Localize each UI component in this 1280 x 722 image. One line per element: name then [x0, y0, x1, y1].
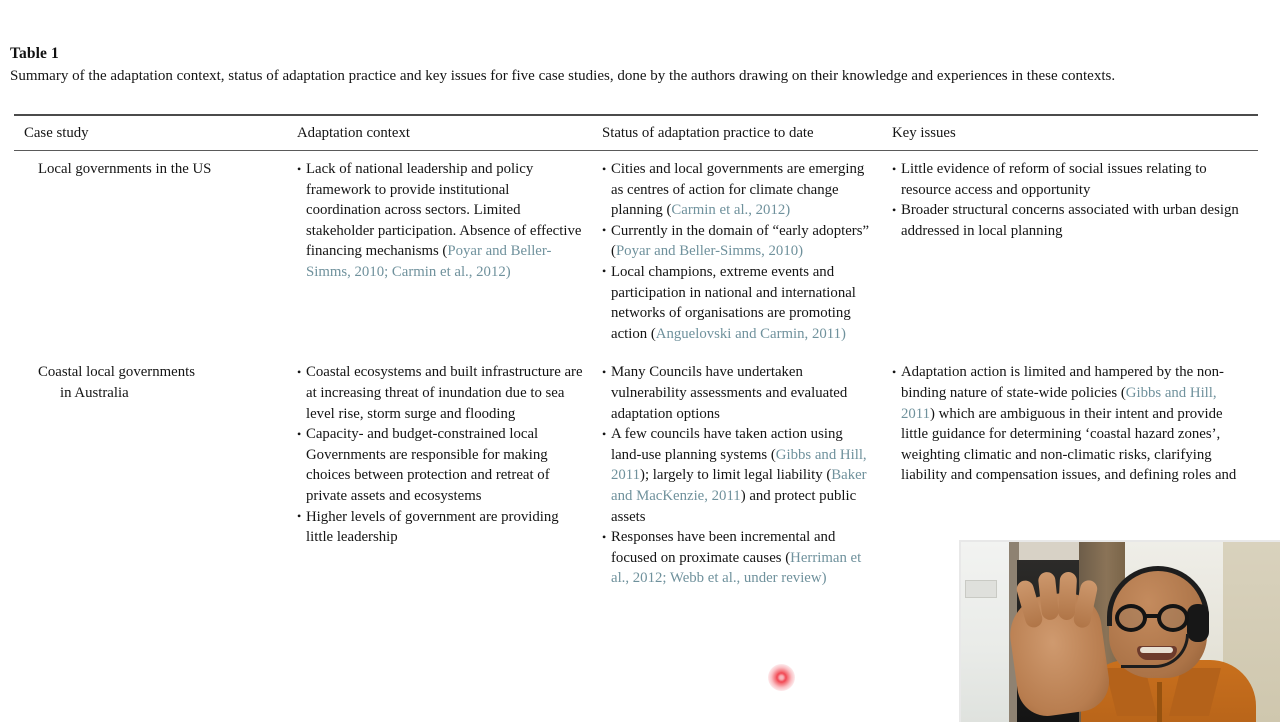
list-item — [892, 362, 1250, 486]
text-run: ); largely to limit legal liability ( — [640, 467, 832, 484]
table-row — [14, 151, 1258, 354]
citation-link[interactable]: Gibbs and Hill, 2011 — [901, 384, 1217, 422]
table-number-label: Table 1 — [10, 45, 59, 62]
cell-case-study-1 — [14, 151, 287, 354]
table-caption-text: Summary of the adaptation context, status of adaptation practice and key issues for five case studies, done by the authors drawing on their knowledge and experiences in these contexts. — [10, 68, 1116, 84]
presenter-teeth — [1140, 647, 1173, 653]
citation-link[interactable]: Anguelovski and Carmin, 2011 — [655, 325, 841, 342]
citation-link[interactable]: Poyar and Beller-Simms, 2010; Carmin et al., 2012 — [306, 243, 552, 280]
case-study-name-line2: in Australia — [60, 384, 129, 401]
text-run: Local champions, extreme events and participation in national and international networks of organisations are promoting action ( — [611, 263, 856, 342]
headset-earcup-icon — [1187, 604, 1209, 642]
table-caption-block — [10, 44, 1262, 87]
list-item: • Coastal ecosystems and built infrastructure are at increasing threat of inundation due to sea level rise, storm surge and flooding — [297, 362, 584, 424]
text-run: ) and protect public assets — [611, 487, 857, 525]
text-run: Cities and local governments are emerging as centres of action for climate change planning ( — [611, 161, 865, 219]
column-header-key-issues: Key issues — [892, 125, 956, 141]
list-item — [602, 262, 874, 344]
shirt-placket — [1157, 682, 1162, 722]
list-item — [602, 527, 874, 589]
cell-case-study-2 — [14, 354, 287, 599]
eyeglass-lens-left — [1115, 604, 1147, 632]
column-header-case-study: Case study — [24, 125, 89, 141]
list-item — [297, 159, 584, 283]
cell-adaptation-context-2 — [287, 354, 592, 599]
eyeglass-bridge — [1146, 614, 1159, 618]
citation-link[interactable]: Gibbs and Hill, 2011 — [611, 446, 867, 484]
citation-link[interactable]: Poyar and Beller-Simms, 2010 — [615, 243, 799, 260]
list-item: • Higher levels of government are providing little leadership — [297, 507, 584, 548]
text-run: ) — [505, 263, 511, 280]
citation-link[interactable]: Carmin et al., 2012 — [671, 202, 786, 219]
text-run: A few councils have taken action using land-use planning systems ( — [611, 426, 843, 463]
cell-adaptation-context-1 — [287, 151, 592, 354]
cell-status-2 — [592, 354, 882, 599]
list-item — [602, 159, 874, 221]
text-run: Adaptation action is limited and hampered by the non-binding nature of state-wide policies ( — [901, 364, 1224, 401]
eyeglass-lens-right — [1157, 604, 1189, 632]
table-1 — [14, 114, 1258, 599]
citation-link[interactable]: Baker and MacKenzie, 2011 — [611, 467, 867, 504]
text-run: Lack of national leadership and policy framework to provide institutional coordination across sectors. Limited stakeholder participation. Absence of effective financing mechanisms ( — [306, 161, 582, 260]
text-run: ) — [785, 202, 791, 219]
wall-switch-plate — [965, 580, 997, 598]
column-header-status: Status of adaptation practice to date — [602, 125, 814, 141]
citation-link[interactable]: Herriman et al., 2012; Webb et al., under review — [611, 549, 862, 587]
text-run: ) — [798, 243, 804, 260]
laser-pointer-icon — [768, 664, 795, 691]
cell-status-1 — [592, 151, 882, 354]
text-run: ) — [841, 325, 846, 342]
list-item — [602, 424, 874, 527]
list-item: • Little evidence of reform of social issues relating to resource access and opportunity — [892, 159, 1250, 200]
text-run: ) which are ambiguous in their intent and provide little guidance for determining ‘coastal hazard zones’, weighting climatic and non-climatic risks, clarifying liability and compensation issues, and defining roles and — [901, 405, 1237, 484]
case-study-name-line1: Coastal local governments — [38, 364, 195, 381]
table-header-row — [14, 116, 1258, 150]
list-item: • Broader structural concerns associated with urban design addressed in local planning — [892, 200, 1250, 241]
text-run: Responses have been incremental and focused on proximate causes ( — [611, 529, 836, 566]
list-item — [602, 221, 874, 262]
text-run: Currently in the domain of “early adopters” ( — [611, 222, 870, 260]
text-run: ) — [821, 570, 827, 587]
cell-key-issues-1 — [882, 151, 1258, 354]
column-header-adaptation-context: Adaptation context — [297, 125, 410, 141]
case-study-name-line1: Local governments in the US — [38, 161, 212, 177]
list-item: • Many Councils have undertaken vulnerability assessments and evaluated adaptation options — [602, 362, 874, 424]
list-item: • Capacity- and budget-constrained local Governments are responsible for making choices between protection and retreat of private assets and ecosystems — [297, 424, 584, 506]
webcam-video-overlay[interactable] — [959, 540, 1280, 722]
